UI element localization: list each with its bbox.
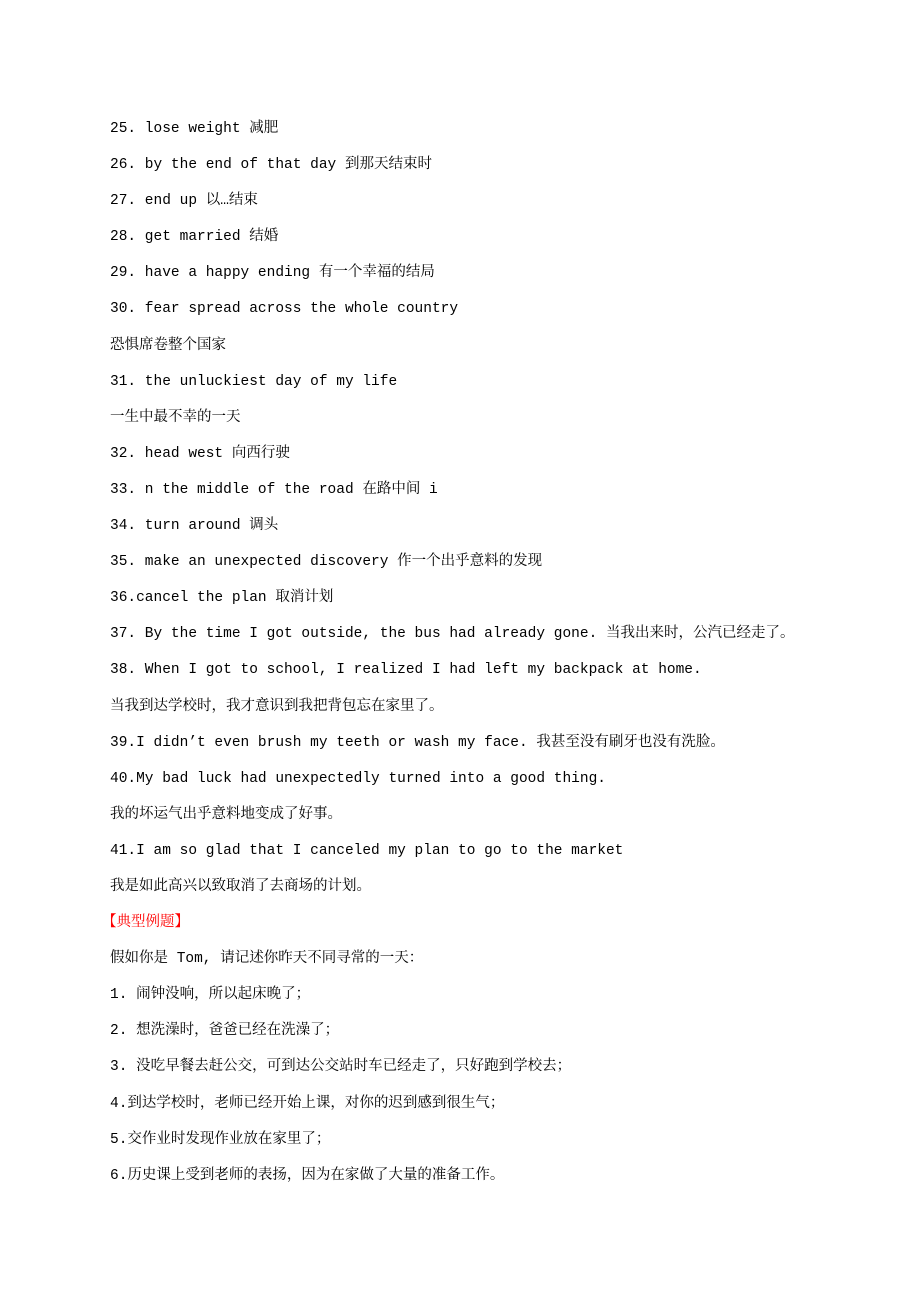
vocab-line-32: 32. head west 向西行驶 (110, 445, 290, 462)
sentence-line-39: 39.I didn’t even brush my teeth or wash my face. 我甚至没有刷牙也没有洗脸。 (110, 734, 725, 751)
sentence-line-37: 37. By the time I got outside, the bus had already gone. 当我出来时，公汽已经走了。 (110, 626, 795, 643)
vocab-line-28: 28. get married 结婚 (110, 229, 279, 246)
example-section-heading: 【典型例题】 (102, 915, 189, 932)
example-prompt: 假如你是 Tom, 请记述你昨天不同寻常的一天： (110, 951, 424, 968)
example-item-6: 6.历史课上受到老师的表扬，因为在家做了大量的准备工作。 (110, 1167, 505, 1184)
sentence-line-40-translation: 我的坏运气出乎意料地变成了好事。 (110, 806, 342, 823)
vocab-line-30: 30. fear spread across the whole country (110, 301, 459, 318)
example-item-1: 1. 闹钟没响，所以起床晚了； (110, 987, 311, 1004)
vocab-line-25: 25. lose weight 减肥 (110, 121, 279, 137)
vocab-line-33: 33. n the middle of the road 在路中间 i (110, 481, 438, 498)
example-item-5: 5.交作业时发现作业放在家里了； (110, 1131, 331, 1148)
sentence-line-38: 38. When I got to school, I realized I had left my backpack at home. (110, 662, 702, 679)
sentence-line-41: 41.I am so glad that I canceled my plan to go to the market (110, 842, 624, 859)
vocab-line-27: 27. end up 以…结束 (110, 193, 258, 210)
vocab-line-29: 29. have a happy ending 有一个幸福的结局 (110, 265, 435, 282)
vocab-line-31: 31. the unluckiest day of my life (110, 373, 398, 390)
vocab-line-35: 35. make an unexpected discovery 作一个出乎意料的发现 (110, 554, 543, 571)
example-item-2: 2. 想洗澡时，爸爸已经在洗澡了； (110, 1023, 340, 1040)
vocab-line-34: 34. turn around 调头 (110, 518, 279, 535)
vocab-line-31-translation: 一生中最不幸的一天 (110, 409, 241, 426)
sentence-line-38-translation: 当我到达学校时，我才意识到我把背包忘在家里了。 (110, 698, 444, 715)
example-item-3: 3. 没吃早餐去赶公交，可到达公交站时车已经走了，只好跑到学校去； (110, 1059, 572, 1076)
document-page (102, 117, 830, 1200)
sentence-line-40: 40.My bad luck had unexpectedly turned into a good thing. (110, 770, 606, 787)
vocab-line-36: 36.cancel the plan 取消计划 (110, 590, 334, 607)
vocab-line-26: 26. by the end of that day 到那天结束时 (110, 157, 432, 174)
vocab-line-30-translation: 恐惧席卷整个国家 (110, 337, 226, 354)
example-item-4: 4.到达学校时，老师已经开始上课，对你的迟到感到很生气； (110, 1095, 505, 1112)
sentence-line-41-translation: 我是如此高兴以致取消了去商场的计划。 (110, 878, 371, 895)
